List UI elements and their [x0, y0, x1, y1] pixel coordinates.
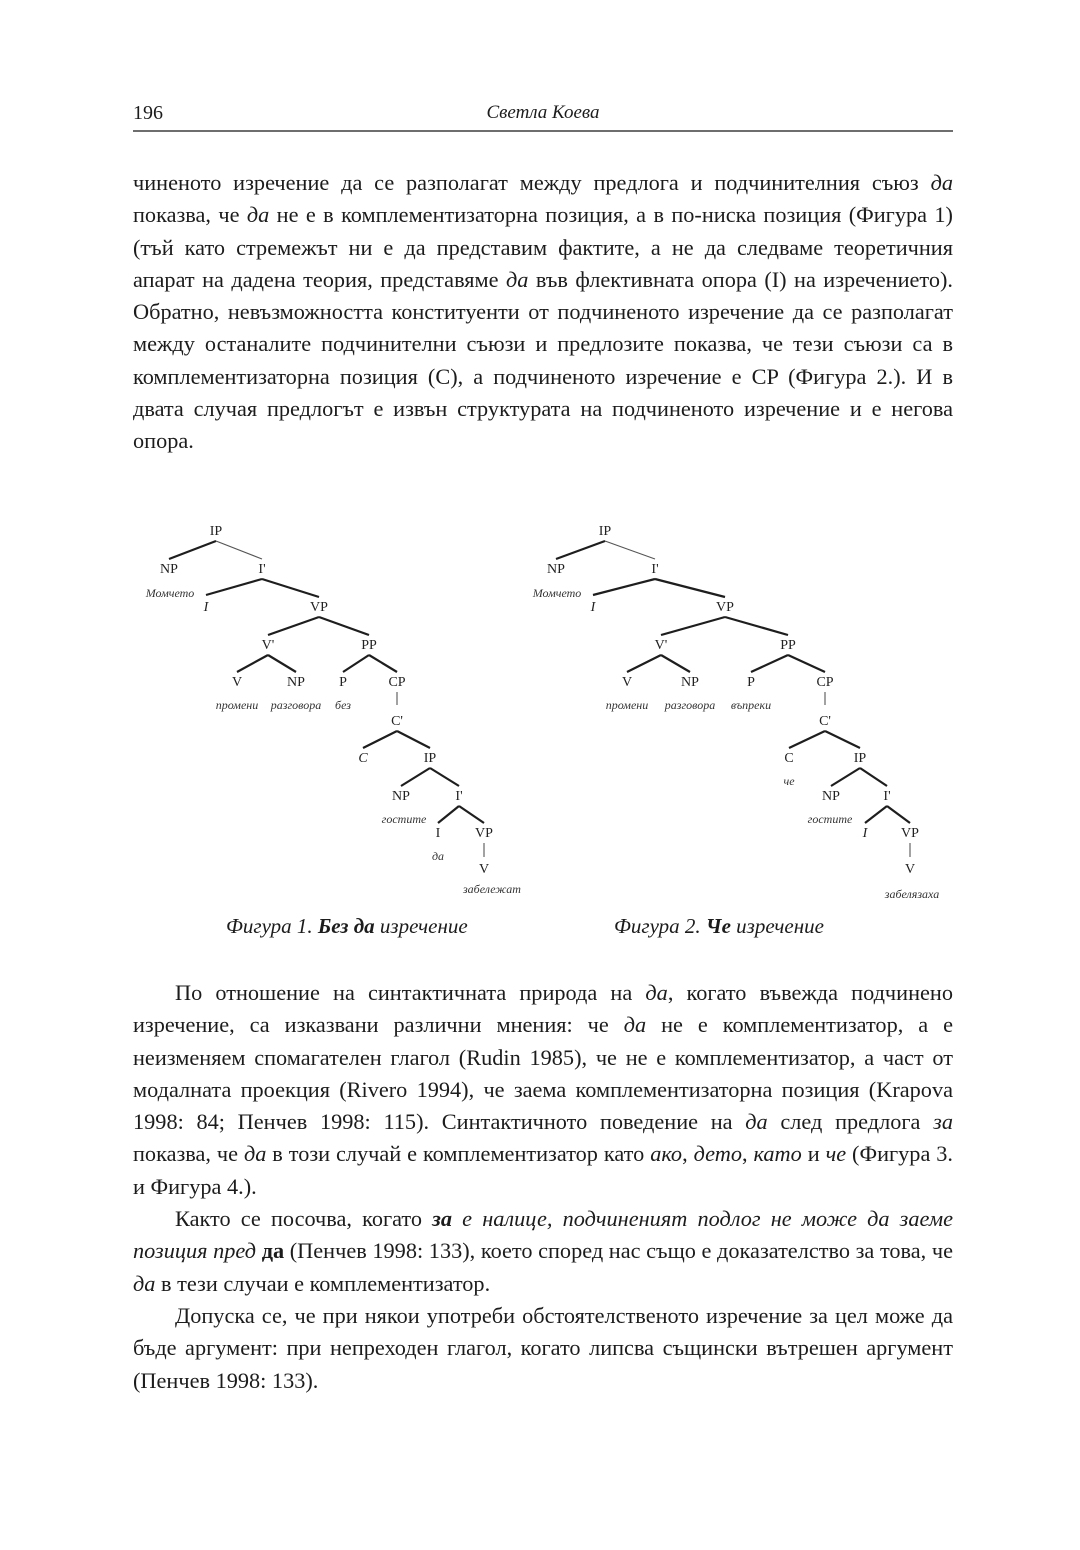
tree-edge [459, 806, 484, 823]
tree-edge [268, 617, 319, 635]
tree-node: VP [475, 826, 493, 841]
tree-node: IP [423, 751, 437, 766]
tree-edge [627, 655, 661, 672]
figure-2-syntax-tree [520, 515, 960, 910]
tree-leaf-word: Момчето [532, 586, 582, 600]
tree-node: NP [547, 562, 565, 577]
tree-edge [430, 768, 459, 786]
tree-edge [438, 806, 459, 823]
tree-edge [343, 655, 369, 672]
tree-leaf-word: промени [605, 698, 649, 712]
paragraph-4: Допуска се, че при някои употреби обстоятелственото изречение за цел може да бъде аргумент: при непреходен глагол, когато липсва същински вътрешен аргумент (Пенчев 1998: 133). [133, 1303, 953, 1393]
tree-leaf-word: да [431, 849, 445, 863]
tree-edge [661, 617, 725, 635]
tree-leaf-word: Момчето [145, 586, 195, 600]
tree-node: I [435, 826, 441, 841]
tree-node: C' [819, 714, 831, 729]
tree-node: V [231, 675, 243, 690]
tree-node: I' [455, 789, 463, 804]
tree-edge [262, 579, 319, 597]
tree-leaf-word: че [783, 774, 795, 788]
tree-node: C [784, 751, 794, 766]
tree-node: V' [654, 638, 668, 653]
tree-node: C' [391, 714, 403, 729]
paragraph-3: Както се посочва, когато за е налице, подчиненият подлог не може да заеме позиция пред да (Пенчев 1998: 133), което според нас също е доказателство за това, че да в тези случаи е комплементизатор. [133, 1206, 953, 1296]
tree-edge [661, 655, 690, 672]
tree-leaf-word: въпреки [730, 698, 772, 712]
tree-edge [860, 768, 887, 786]
tree-leaf-word: забележат [463, 882, 521, 896]
tree-node: C [358, 751, 368, 766]
tree-edge [865, 806, 887, 823]
tree-node: P [339, 675, 347, 690]
tree-edge [556, 541, 605, 559]
tree-node: IP [853, 751, 867, 766]
page-number: 196 [133, 102, 163, 124]
tree-node: VP [716, 600, 734, 615]
tree-edge [605, 541, 655, 559]
figure-1-caption: Фигура 1. Без да изречение [226, 914, 468, 938]
tree-leaf-word: промени [215, 698, 259, 712]
tree-edge [206, 579, 262, 595]
tree-edge [831, 768, 860, 786]
tree-edge [397, 731, 430, 748]
tree-node: NP [822, 789, 840, 804]
tree-node: NP [287, 675, 305, 690]
tree-node: CP [388, 675, 406, 690]
figure-2-caption: Фигура 2. Че изречение [614, 914, 824, 938]
tree-edge [216, 541, 262, 559]
tree-node: V [621, 675, 633, 690]
tree-leaf-word: разговора [664, 698, 716, 712]
tree-node: NP [681, 675, 699, 690]
tree-node: PP [361, 638, 377, 653]
tree-leaf-word: гостите [381, 812, 427, 826]
tree-node: NP [160, 562, 178, 577]
running-head-author: Светла Коева [486, 102, 600, 123]
header-rule [133, 130, 953, 132]
tree-node: I' [883, 789, 891, 804]
tree-leaf-word: разговора [270, 698, 322, 712]
tree-edge [788, 655, 825, 672]
tree-edge [751, 655, 788, 672]
tree-edge [593, 579, 655, 595]
tree-edge [369, 655, 397, 672]
tree-node: IP [209, 524, 223, 539]
tree-leaf-word: без [335, 698, 351, 712]
tree-edge [268, 655, 296, 672]
tree-svg-2 [520, 515, 960, 905]
tree-node: VP [310, 600, 328, 615]
tree-node: NP [392, 789, 410, 804]
tree-node: I [203, 600, 209, 615]
tree-edge [825, 731, 860, 748]
tree-leaf-word: забелязаха [884, 887, 940, 901]
tree-node: I' [258, 562, 266, 577]
tree-node: IP [598, 524, 612, 539]
page-header [133, 100, 953, 130]
tree-node: V [904, 862, 916, 877]
tree-edge [401, 768, 430, 786]
tree-leaf-word: гостите [807, 812, 853, 826]
tree-node: PP [780, 638, 796, 653]
tree-edge [363, 731, 397, 748]
tree-node: CP [816, 675, 834, 690]
tree-node: I [590, 600, 596, 615]
tree-svg-1 [133, 515, 553, 905]
tree-node: V' [261, 638, 275, 653]
tree-edge [655, 579, 725, 597]
tree-node: V [478, 862, 490, 877]
tree-edge [887, 806, 910, 823]
tree-node: VP [901, 826, 919, 841]
tree-edge [237, 655, 268, 672]
paragraph-1: чиненото изречение да се разполагат между предлога и подчинителния съюз да показва, че да не е в комплементизаторна позиция, а в по-ниска позиция (Фигура 1) (тъй като стремежът ни е да представим фактите, а не да следваме теоретичния апарат на дадена теория, представяме да във флективната опора (I) на изречението). Обратно, невъзможността конституенти от подчиненото изречение да се разполагат между останалите подчинителни съюзи и предлозите показва, че тези съюзи са в комплементизаторна позиция (C), а подчиненото изречение е CP (Фигура 2.). И в двата случая предлогът е извън структурата на подчиненото изречение и е негова опора. [133, 170, 954, 454]
tree-edge [725, 617, 788, 635]
tree-edge [789, 731, 825, 748]
tree-node: I' [651, 562, 659, 577]
paragraph-2: По отношение на синтактичната природа на да, когато въвежда подчинено изречение, са изказвани различни мнения: че да не е комплементизатор, а е неизменяем спомагателен глагол (Rudin 1985), че не е комплементизатор, а част от модалната проекция (Rivero 1994), че заема комплементизаторна позиция (Krapova 1998: 84; Пенчев 1998: 115). Синтактичното поведение на да след предлога за показва, че да в този случай е комплементизатор като ако, дето, като и че (Фигура 3. и Фигура 4.). [133, 980, 953, 1199]
tree-node: I [862, 826, 868, 841]
tree-edge [169, 541, 216, 559]
figure-1-syntax-tree [133, 515, 553, 910]
tree-edge [319, 617, 369, 635]
tree-node: P [747, 675, 755, 690]
